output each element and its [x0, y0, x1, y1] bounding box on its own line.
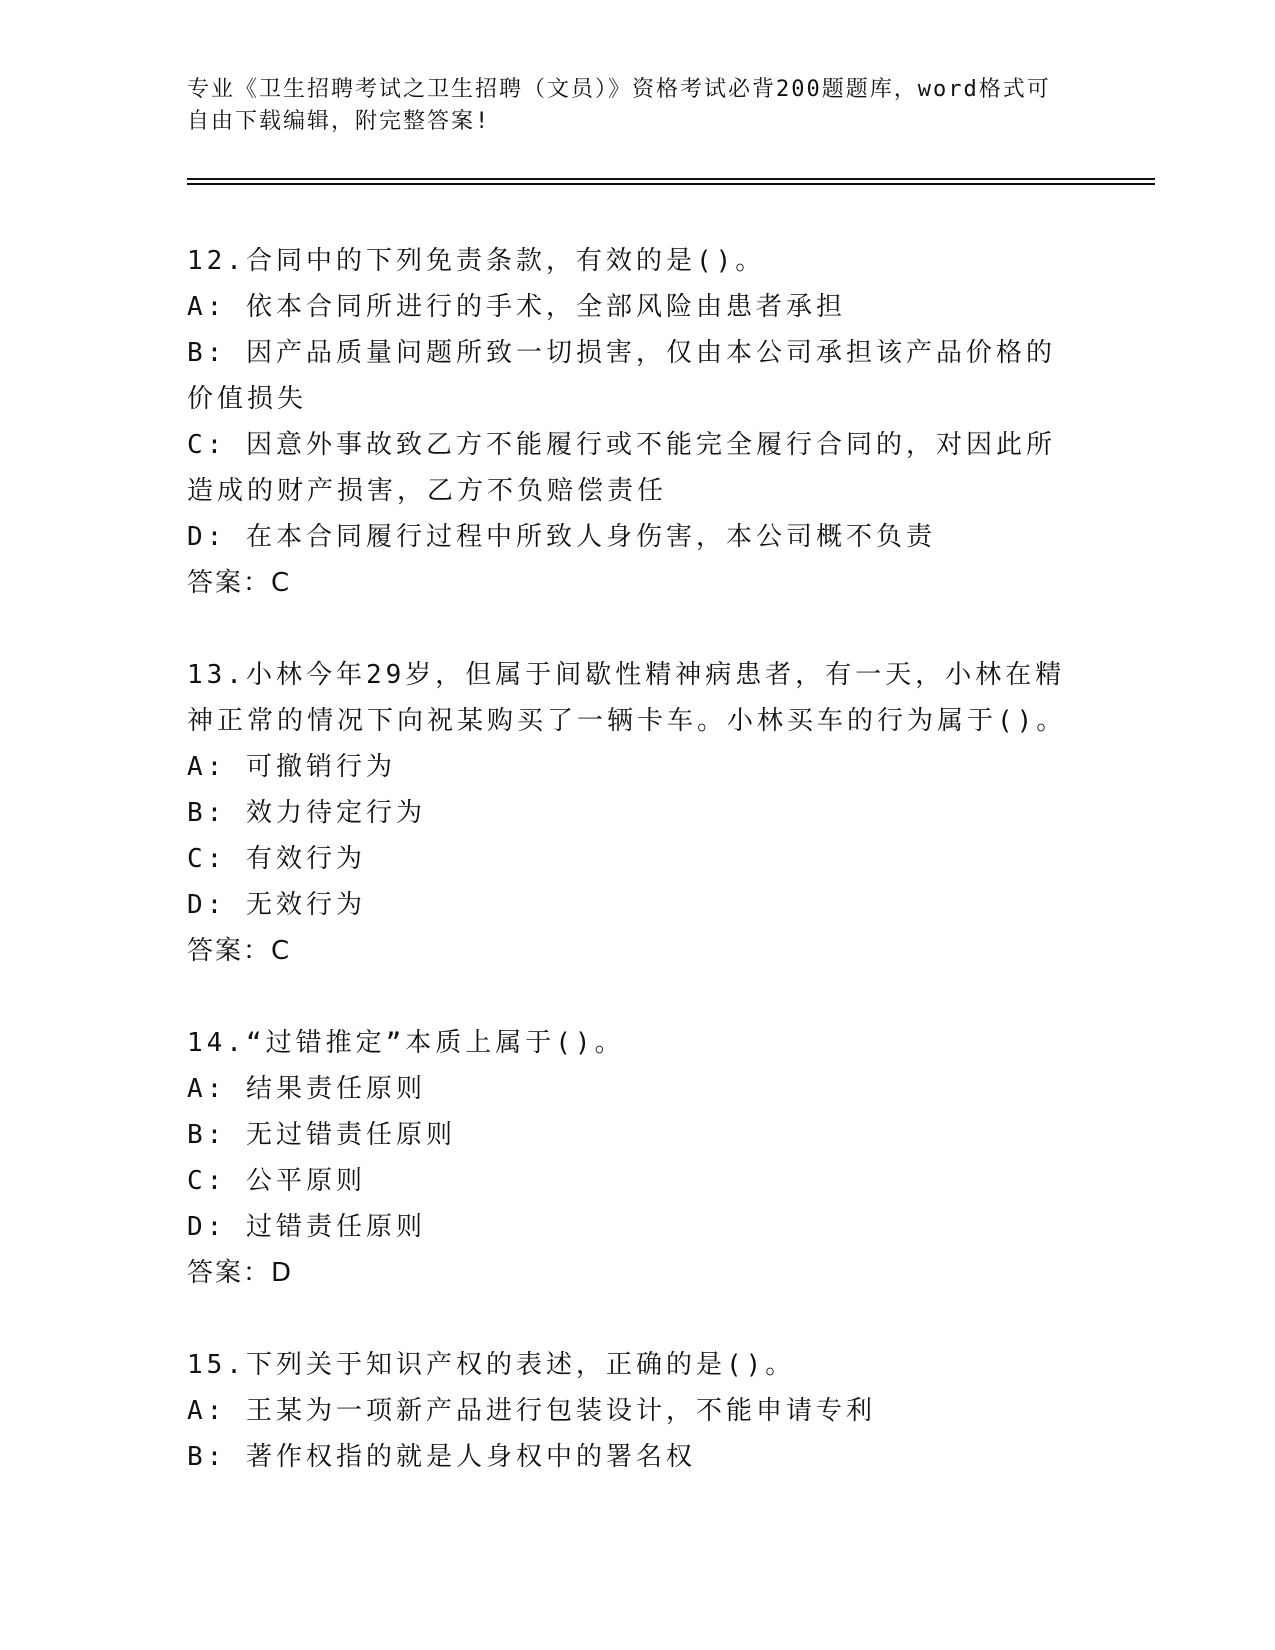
option-c: C: 公平原则	[187, 1166, 366, 1196]
option-b: B: 因产品质量问题所致一切损害，仅由本公司承担该产品价格的价值损失	[187, 338, 1056, 414]
option-d: D: 在本合同履行过程中所致人身伤害，本公司概不负责	[187, 522, 936, 552]
question-stem: 15.下列关于知识产权的表述，正确的是()。	[187, 1350, 796, 1380]
question-12	[187, 238, 1077, 606]
option-a: A: 王某为一项新产品进行包装设计，不能申请专利	[187, 1396, 876, 1426]
answer-label: 答案：C	[187, 568, 292, 598]
option-b: B: 效力待定行为	[187, 798, 426, 828]
option-b: B: 著作权指的就是人身权中的署名权	[187, 1442, 696, 1472]
header-rule-bottom	[187, 183, 1155, 185]
question-13	[187, 652, 1077, 974]
option-d: D: 无效行为	[187, 890, 366, 920]
question-list	[187, 238, 1077, 1526]
question-15	[187, 1342, 1077, 1480]
option-b: B: 无过错责任原则	[187, 1120, 456, 1150]
option-c: C: 因意外事故致乙方不能履行或不能完全履行合同的，对因此所造成的财产损害，乙方不负赔偿责任	[187, 430, 1056, 506]
option-a: A: 结果责任原则	[187, 1074, 426, 1104]
option-a: A: 依本合同所进行的手术，全部风险由患者承担	[187, 292, 846, 322]
option-c: C: 有效行为	[187, 844, 366, 874]
question-14	[187, 1020, 1077, 1296]
answer-label: 答案：D	[187, 1258, 294, 1288]
answer-label: 答案：C	[187, 936, 292, 966]
document-header: 专业《卫生招聘考试之卫生招聘（文员）》资格考试必背200题题库，word格式可自由下载编辑，附完整答案!	[187, 77, 1051, 134]
question-stem: 13.小林今年29岁，但属于间歇性精神病患者，有一天，小林在精神正常的情况下向祝某购买了一辆卡车。小林买车的行为属于()。	[187, 660, 1067, 736]
option-a: A: 可撤销行为	[187, 752, 396, 782]
header-rule-top	[187, 178, 1155, 180]
question-stem: 12.合同中的下列免责条款，有效的是()。	[187, 246, 766, 276]
option-d: D: 过错责任原则	[187, 1212, 426, 1242]
question-stem: 14.“过错推定”本质上属于()。	[187, 1028, 625, 1058]
